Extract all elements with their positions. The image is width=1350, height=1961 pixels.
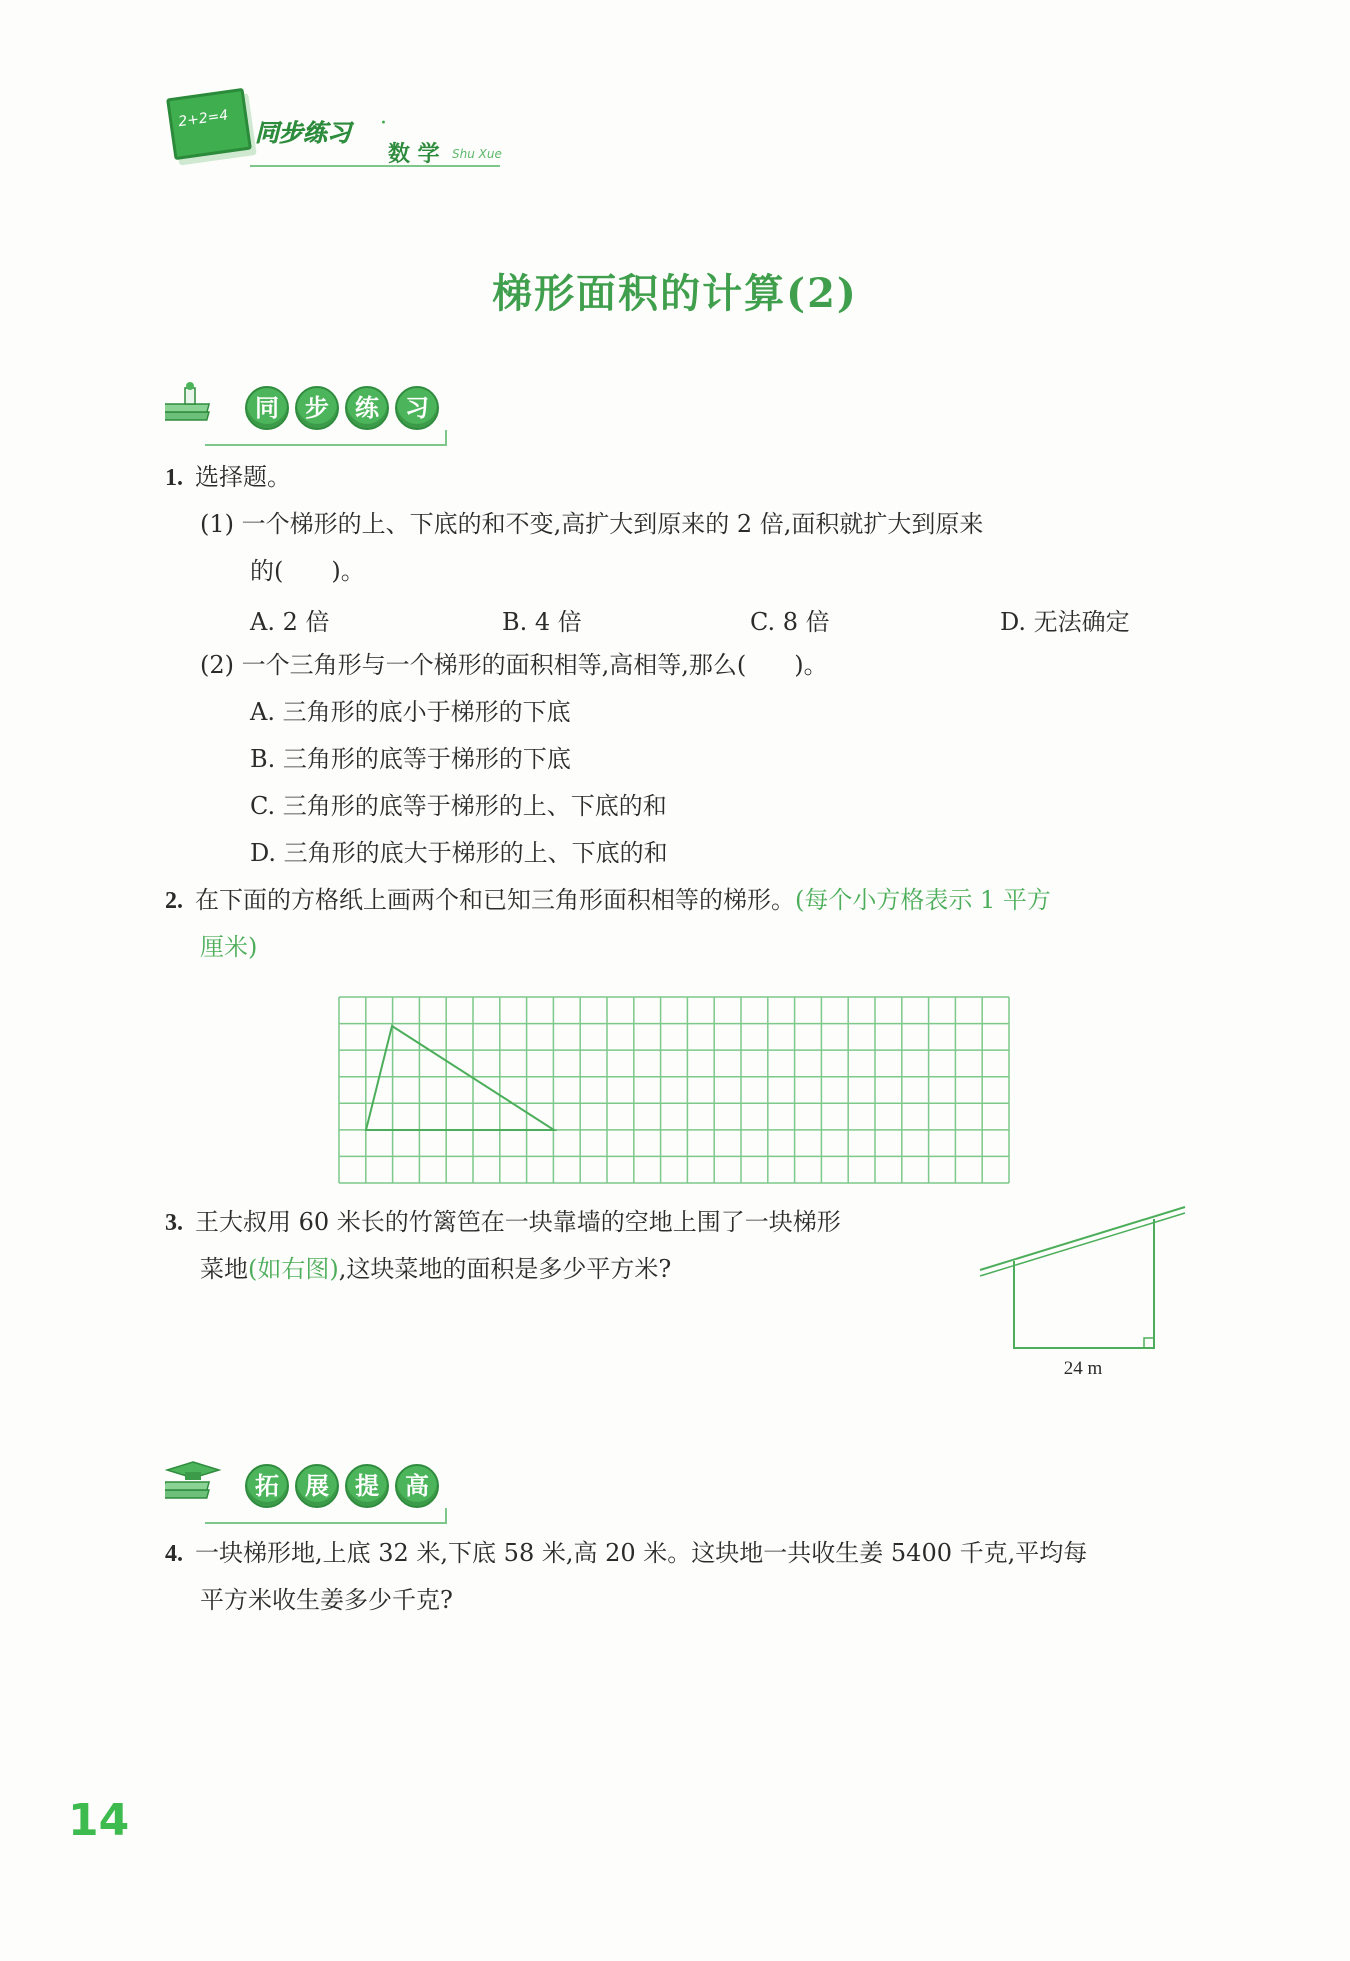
q1-sub2-line1: (2) 一个三角形与一个梯形的面积相等,高相等,那么( )。 [200, 651, 828, 679]
separator-dot: · [380, 111, 387, 136]
q1-sub1-option-b[interactable]: B. 4 倍 [502, 608, 582, 636]
page-title: 梯形面积的计算(2) [492, 270, 858, 317]
grad-cap-books-icon [165, 1460, 225, 1508]
books-lamp-icon [165, 382, 225, 430]
subject-label: 数 学 [388, 142, 440, 167]
question-3 [165, 1199, 841, 1247]
question-number: 1. [165, 465, 183, 491]
section-title-chips [245, 1464, 439, 1508]
chalkboard-text: 2+2=4 [177, 107, 230, 131]
q1-sub1-option-d[interactable]: D. 无法确定 [1000, 608, 1130, 636]
grid-paper[interactable] [338, 996, 1010, 1184]
right-angle-mark [1144, 1338, 1154, 1348]
section-extension-header [165, 1448, 445, 1528]
section-chip: 步 [295, 386, 339, 430]
section-underline [205, 1508, 447, 1524]
chalkboard-icon [166, 88, 252, 160]
section-chip: 习 [395, 386, 439, 430]
garden-figure [978, 1205, 1193, 1380]
question-text: 一块梯形地,上底 32 米,下底 58 米,高 20 米。这块地一共收生姜 5400 千克,平均每 [195, 1539, 1088, 1567]
given-triangle [366, 1026, 554, 1130]
question-4-line2: 平方米收生姜多少千克? [200, 1586, 453, 1614]
question-text: 选择题。 [195, 463, 291, 491]
section-title-chips [245, 386, 439, 430]
question-text: 王大叔用 60 米长的竹篱笆在一块靠墙的空地上围了一块梯形 [195, 1208, 841, 1236]
q1-sub2-option-b[interactable]: B. 三角形的底等于梯形的下底 [250, 745, 571, 773]
question-note: (每个小方格表示 1 平方 [795, 886, 1051, 914]
question-number: 4. [165, 1541, 183, 1567]
question-text: ,这块菜地的面积是多少平方米? [338, 1255, 672, 1283]
question-text: 菜地 [200, 1255, 248, 1283]
section-chip: 练 [345, 386, 389, 430]
section-chip: 拓 [245, 1464, 289, 1508]
question-3-line2 [200, 1246, 671, 1293]
question-1 [165, 454, 291, 502]
q1-sub1-option-c[interactable]: C. 8 倍 [750, 608, 830, 636]
question-note: (如右图) [248, 1255, 339, 1283]
series-title: 同步练习 [255, 119, 351, 147]
question-number: 2. [165, 888, 183, 914]
q1-sub1-line2: 的( )。 [250, 557, 365, 585]
section-practice-header [165, 370, 445, 450]
section-chip: 同 [245, 386, 289, 430]
section-chip: 提 [345, 1464, 389, 1508]
section-chip: 展 [295, 1464, 339, 1508]
question-2 [165, 877, 1051, 925]
q1-sub1-option-a[interactable]: A. 2 倍 [250, 608, 330, 636]
section-underline [205, 430, 447, 446]
question-4 [165, 1530, 1087, 1578]
header-rule [250, 165, 500, 167]
page-number: 14 [68, 1795, 130, 1846]
q1-sub2-option-a[interactable]: A. 三角形的底小于梯形的下底 [250, 698, 571, 726]
subject-pinyin: Shu Xue [452, 147, 502, 161]
question-number: 3. [165, 1210, 183, 1236]
question-note-cont: 厘米) [200, 933, 258, 961]
base-length-label: 24 m [1063, 1358, 1103, 1379]
q1-sub2-option-c[interactable]: C. 三角形的底等于梯形的上、下底的和 [250, 792, 667, 820]
question-text: 在下面的方格纸上画两个和已知三角形面积相等的梯形。 [195, 886, 795, 914]
q1-sub2-option-d[interactable]: D. 三角形的底大于梯形的上、下底的和 [250, 839, 668, 867]
q1-sub1-line1: (1) 一个梯形的上、下底的和不变,高扩大到原来的 2 倍,面积就扩大到原来 [200, 510, 984, 538]
header-logo [160, 85, 520, 185]
section-chip: 高 [395, 1464, 439, 1508]
